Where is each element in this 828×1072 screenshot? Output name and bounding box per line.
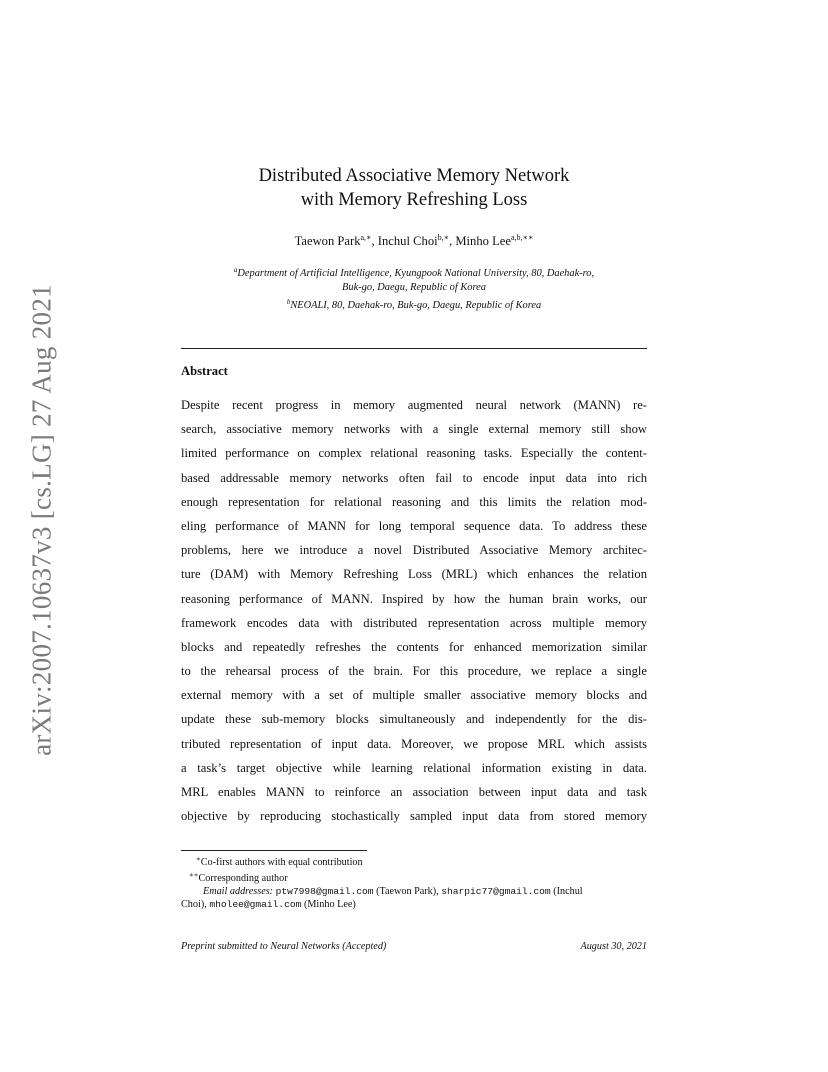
abstract-body <box>181 393 647 828</box>
author-affil-mark: a,∗ <box>360 233 372 242</box>
abstract-line: problems, here we introduce a novel Distributed Associative Memory architec- <box>181 543 647 558</box>
footnote-emails-cont <box>181 898 647 911</box>
preprint-note: Preprint submitted to Neural Networks (Accepted) <box>181 941 387 952</box>
abstract-line: limited performance on complex relational reasoning tasks. Especially the content- <box>181 446 647 461</box>
affiliation-text: NEOALI, 80, Daehak-ro, Buk-go, Daegu, Republic of Korea <box>290 300 542 311</box>
affiliation-a-cont: Buk-go, Daegu, Republic of Korea <box>342 282 486 293</box>
footnote-text: Co-first authors with equal contribution <box>200 857 363 868</box>
title-line-1: Distributed Associative Memory Network <box>258 166 570 186</box>
email-link[interactable]: ptw7998@gmail.com <box>275 886 374 897</box>
preprint-date: August 30, 2021 <box>580 941 647 952</box>
affiliation-b <box>0 295 828 313</box>
abstract-line: to the rehearsal process of the brain. For this procedure, we replace a single <box>181 664 647 679</box>
author-name: Minho Lee <box>455 234 511 248</box>
email-owner: (Minho Lee) <box>303 899 356 910</box>
footnote-cofirst <box>181 853 647 869</box>
footnote-mark: ∗ <box>196 855 201 863</box>
author-affil-mark: a,b,∗∗ <box>510 233 534 242</box>
abstract-line: ture (DAM) with Memory Refreshing Loss (MRL) which enhances the relation <box>181 567 647 582</box>
abstract-line: enough representation for relational reasoning and this limits the relation mod- <box>181 494 647 509</box>
footnote-rule <box>181 850 367 851</box>
abstract-line: MRL enables MANN to reinforce an association between input data and task <box>181 785 647 799</box>
author-affil-mark: b,∗ <box>437 233 450 242</box>
email-label: Email addresses: <box>203 886 274 897</box>
affiliations <box>0 263 828 313</box>
footnotes <box>181 853 647 911</box>
header-rule <box>181 348 647 349</box>
arxiv-identifier-stamp[interactable]: arXiv:2007.10637v3 [cs.LG] 27 Aug 2021 <box>26 284 57 756</box>
affiliation-mark: b <box>286 298 291 306</box>
affiliation-text: Department of Artificial Intelligence, Kyungpook National University, 80, Daehak-ro, <box>237 268 595 279</box>
email-link[interactable]: sharpic77@gmail.com <box>441 886 551 897</box>
title-line-2: with Memory Refreshing Loss <box>300 190 528 210</box>
footnote-corresponding <box>181 869 647 885</box>
abstract-heading: Abstract <box>181 364 228 378</box>
paper-title <box>0 164 828 212</box>
email-owner: (Taewon Park), <box>376 886 439 897</box>
abstract-line: a task’s target objective while learning relational information existing in data. <box>181 760 647 775</box>
abstract-line: based addressable memory networks often fail to encode input data into rich <box>181 470 647 485</box>
author-list: Taewon Park$^{a,∗}$, Inchul Choi$^{b,∗}$, Minho Lee$^{a,b,∗∗}$ <box>294 233 534 248</box>
abstract-line: update these sub-memory blocks simultaneously and independently for the dis- <box>181 712 647 727</box>
author-name: Taewon Park <box>294 234 361 248</box>
author-name: Inchul Choi <box>377 234 438 248</box>
footnote-text: Corresponding author <box>198 873 288 884</box>
affiliation-a <box>0 263 828 281</box>
abstract-line: objective by reproducing stochastically sampled input data from stored memory <box>181 809 647 824</box>
footnote-mark: ∗∗ <box>189 871 199 879</box>
abstract-line: search, associative memory networks with a single external memory still show <box>181 422 647 437</box>
email-owner: (Inchul <box>553 886 583 897</box>
abstract-line: blocks and repeatedly refreshes the contents for enhanced memorization similar <box>181 639 647 654</box>
email-link[interactable]: mholee@gmail.com <box>209 899 302 910</box>
abstract-line: Despite recent progress in memory augmented neural network (MANN) re- <box>181 398 647 412</box>
affiliation-mark: a <box>233 266 238 274</box>
abstract-line: reasoning performance of MANN. Inspired by how the human brain works, our <box>181 591 647 606</box>
abstract-line: framework encodes data with distributed representation across multiple memory <box>181 615 647 630</box>
abstract-line: tributed representation of input data. Moreover, we propose MRL which assists <box>181 736 647 751</box>
email-owner: Choi), <box>181 899 207 910</box>
abstract-line: eling performance of MANN for long temporal sequence data. To address these <box>181 518 647 533</box>
abstract-line: external memory with a set of multiple smaller associative memory blocks and <box>181 688 647 703</box>
footnote-emails <box>181 885 647 898</box>
